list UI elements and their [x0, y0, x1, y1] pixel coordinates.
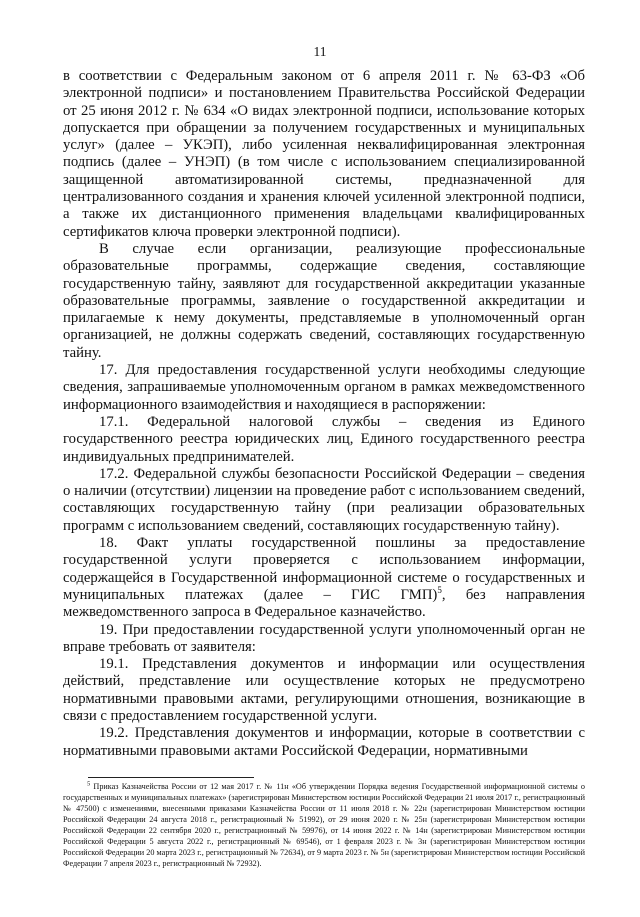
paragraph-19-2: 19.2. Представления документов и информации, которые в соответствии с нормативными правовыми актами Российской Федерации, нормативными: [63, 725, 585, 759]
paragraph-17-1: 17.1. Федеральной налоговой службы – сведения из Единого государственного реестра юридических лиц, Единого государственного реестра индивидуальных предпринимателей.: [63, 413, 585, 465]
paragraph-17-2: 17.2. Федеральной службы безопасности Российской Федерации – сведения о наличии (отсутствии) лицензии на проведение работ с использованием сведений, составляющих государственную тайну (при реализации образовательных программ с использованием сведений, составляющих государственную тайну).: [63, 465, 585, 534]
footnote-marker: 5: [87, 780, 91, 788]
paragraph-17: 17. Для предоставления государственной услуги необходимы следующие сведения, запрашиваемые уполномоченным органом в рамках межведомственного информационного взаимодействия и находящиеся в распоряжении:: [63, 362, 585, 413]
footnote-reference: 5: [437, 585, 442, 596]
footnote: [63, 781, 585, 869]
paragraph-secret-programs: В случае если организации, реализующие профессиональные образовательные программы, содержащие сведения, составляющие государственную тайну, заявляют для государственной аккредитации указанные образовательные программы, заявление о государственной аккредитации и прилагаемые к нему документы, представляемые в уполномоченный орган организацией, не должны содержать сведений, составляющих государственную тайну.: [63, 240, 585, 361]
page-number: 11: [313, 44, 327, 59]
paragraph-18: [63, 535, 585, 621]
footnote-text: Приказ Казначейства России от 12 мая 2017 г. № 11н «Об утверждении Порядка ведения Государственной информационной системы о государственных и муниципальных платежах» (зарегистрирован Министерством юстиции Российской Федерации 21 июля 2017 г., регистрационный № 47500) с изменениями, внесенными приказами Казначейства России от 11 июля 2018 г. № 22н (зарегистрирован Министерством юстиции Российской Федерации 24 августа 2018 г., регистрационный № 51992), от 29 июня 2020 г. № 25н (зарегистрирован Министерством юстиции Российской Федерации 22 сентября 2020 г., регистрационный № 59976), от 14 июня 2022 г. № 14н (зарегистрирован Министерством юстиции Российской Федерации 5 августа 2022 г., регистрационный № 69546), от 1 февраля 2023 г. № 3н (зарегистрирован Министерством юстиции Российской Федерации 20 марта 2023 г., регистрационный № 72634), от 9 марта 2023 г. № 5н (зарегистрирован Министерством юстиции Российской Федерации 7 апреля 2023 г., регистрационный № 72932).: [63, 782, 585, 868]
paragraph-19: 19. При предоставлении государственной услуги уполномоченный орган не вправе требовать от заявителя:: [63, 621, 585, 655]
paragraph-19-1: 19.1. Представления документов и информации или осуществления действий, представление или осуществление которых не предусмотрено нормативными правовыми актами, регулирующими отношения, возникающие в связи с предоставлением государственной услуги.: [63, 656, 585, 724]
paragraph-continuation: в соответствии с Федеральным законом от 6 апреля 2011 г. № 63-ФЗ «Об электронной подписи» и постановлением Правительства Российской Федерации от 25 июня 2012 г. № 634 «О видах электронной подписи, использование которых допускается при обращении за получением государственных и муниципальных услуг» (далее – УКЭП), либо усиленная неквалифицированная электронная подпись (далее – УНЭП) (в том числе с использованием специализированной защищенной автоматизированной системы, предназначенной для централизованного создания и хранения ключей усиленной электронной подписи, а также их дистанционного применения владельцами квалифицированных сертификатов ключа проверки электронной подписи).: [63, 68, 585, 240]
paragraph-18-text-b: , без направления межведомственного запроса в Федеральное казначейство.: [63, 586, 585, 621]
footnote-divider: [88, 777, 254, 778]
body-text: [63, 68, 585, 760]
paragraph-18-text-a: 18. Факт уплаты государственной пошлины за предоставление государственной услуги проверяется с использованием информации, содержащейся в Государственной информационной системе о государственных и муниципальных платежах (далее – ГИС ГМП): [63, 535, 585, 603]
